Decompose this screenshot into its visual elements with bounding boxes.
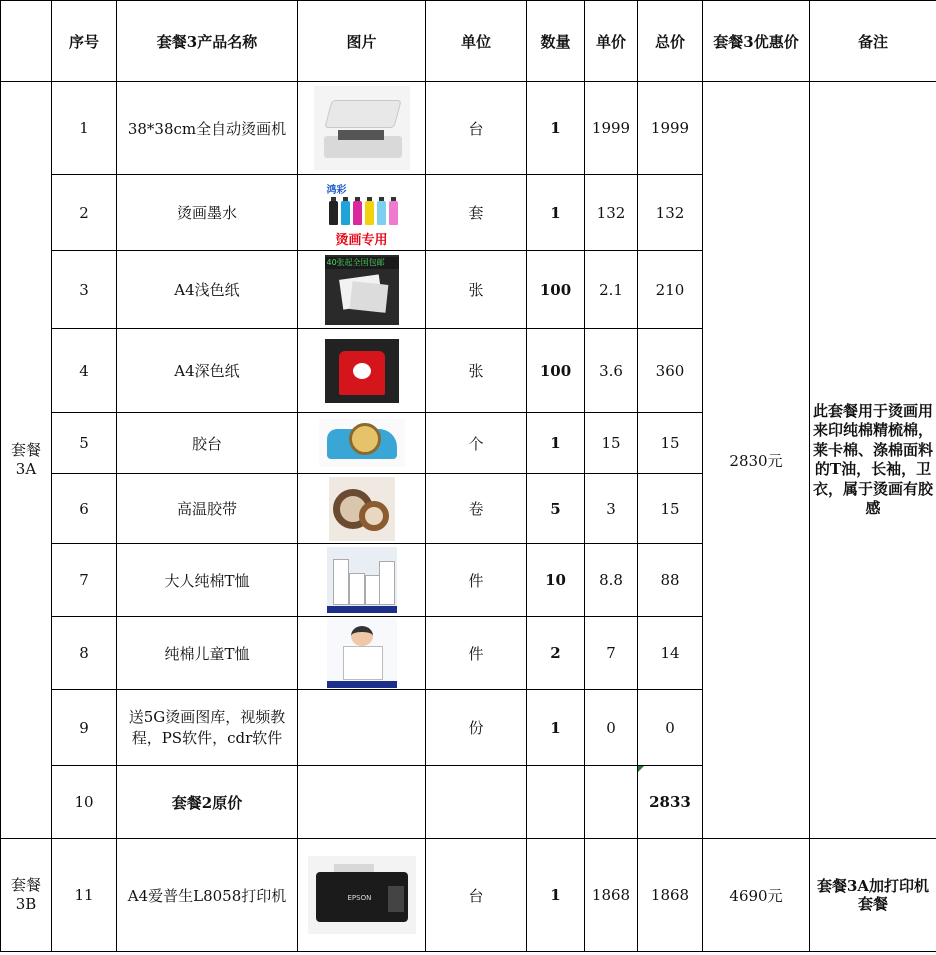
- row-index: 7: [52, 544, 117, 617]
- ink-brand-logo: 鸿彩: [326, 184, 347, 196]
- product-unit: [426, 766, 527, 839]
- package-3a-label-text: 套餐 3A: [10, 441, 41, 478]
- product-total: 210: [638, 251, 703, 329]
- product-unit-price: [585, 766, 638, 839]
- product-image-cell: [298, 839, 426, 952]
- header-product-name: 套餐3产品名称: [117, 1, 298, 82]
- product-total: 15: [638, 413, 703, 474]
- package-3a-remark: 此套餐用于烫画用来印纯棉精梳棉，莱卡棉、涤棉面料的T油，长袖，卫衣，属于烫画有胶感: [810, 82, 936, 839]
- package-3b-discount-price: 4690元: [703, 839, 810, 952]
- product-quantity: 100: [527, 329, 585, 413]
- ink-stamp-text: 烫画专用: [335, 232, 388, 247]
- row-index: 3: [52, 251, 117, 329]
- epson-printer-image: [308, 856, 416, 934]
- product-total: 88: [638, 544, 703, 617]
- package-3b-label-text: 套餐 3B: [10, 876, 41, 913]
- product-unit-price: 8.8: [585, 544, 638, 617]
- header-total-price: 总价: [638, 1, 703, 82]
- product-image-cell: [298, 474, 426, 544]
- product-name: A4爱普生L8058打印机: [117, 839, 298, 952]
- header-unit: 单位: [426, 1, 527, 82]
- light-transfer-paper-image: [325, 255, 399, 325]
- table-row: [1, 82, 936, 175]
- product-image-cell: [298, 329, 426, 413]
- product-total: 132: [638, 175, 703, 251]
- product-total: 0: [638, 690, 703, 766]
- product-unit-price: 1868: [585, 839, 638, 952]
- product-name: A4浅色纸: [117, 251, 298, 329]
- product-image-cell: [298, 766, 426, 839]
- table-row: [1, 839, 936, 952]
- product-unit: 张: [426, 251, 527, 329]
- product-quantity: 100: [527, 251, 585, 329]
- row-index: 6: [52, 474, 117, 544]
- product-name: 38*38cm全自动烫画机: [117, 82, 298, 175]
- heat-tape-rolls-image: [329, 477, 395, 541]
- package-3b-label: [1, 839, 52, 952]
- product-image-cell: [298, 544, 426, 617]
- product-quantity: 5: [527, 474, 585, 544]
- product-unit: 个: [426, 413, 527, 474]
- header-row: [1, 1, 936, 82]
- product-name: 纯棉儿童T恤: [117, 617, 298, 690]
- row-index: 1: [52, 82, 117, 175]
- adult-tshirt-image: [327, 547, 397, 613]
- header-quantity: 数量: [527, 1, 585, 82]
- paper-banner-text: 40张起全国包邮: [326, 257, 385, 267]
- product-image-cell: [298, 413, 426, 474]
- product-total: 15: [638, 474, 703, 544]
- product-quantity: 10: [527, 544, 585, 617]
- product-name: 胶台: [117, 413, 298, 474]
- product-quantity: 1: [527, 82, 585, 175]
- product-name: 大人纯棉T恤: [117, 544, 298, 617]
- heat-press-machine-image: [314, 86, 410, 170]
- product-quantity: 2: [527, 617, 585, 690]
- printer-brand-text: EPSON: [347, 894, 372, 902]
- product-total: 1999: [638, 82, 703, 175]
- kids-tshirt-image: [327, 618, 397, 688]
- package-3b-remark: 套餐3A加打印机套餐: [810, 839, 936, 952]
- header-blank: [1, 1, 52, 82]
- product-unit: 件: [426, 617, 527, 690]
- product-unit-price: 0: [585, 690, 638, 766]
- product-total: 1868: [638, 839, 703, 952]
- product-unit-price: 7: [585, 617, 638, 690]
- product-total: 360: [638, 329, 703, 413]
- dark-transfer-paper-image: [325, 339, 399, 403]
- package-3a-discount-price: 2830元: [703, 82, 810, 839]
- product-image-cell: [298, 617, 426, 690]
- product-quantity: 1: [527, 175, 585, 251]
- product-unit-price: 1999: [585, 82, 638, 175]
- header-image: 图片: [298, 1, 426, 82]
- product-image-cell: [298, 251, 426, 329]
- product-unit-price: 3.6: [585, 329, 638, 413]
- product-unit-price: 3: [585, 474, 638, 544]
- product-image-cell: [298, 690, 426, 766]
- row-index: 9: [52, 690, 117, 766]
- header-unit-price: 单价: [585, 1, 638, 82]
- product-unit: 卷: [426, 474, 527, 544]
- original-price-label: 套餐2原价: [117, 766, 298, 839]
- header-discount-price: 套餐3优惠价: [703, 1, 810, 82]
- product-unit: 台: [426, 82, 527, 175]
- product-unit-price: 132: [585, 175, 638, 251]
- header-remark: 备注: [810, 1, 936, 82]
- product-image-cell: [298, 175, 426, 251]
- row-index: 4: [52, 329, 117, 413]
- product-name: A4深色纸: [117, 329, 298, 413]
- product-unit: 台: [426, 839, 527, 952]
- product-unit: 份: [426, 690, 527, 766]
- product-total: 14: [638, 617, 703, 690]
- product-name: 送5G烫画图库，视频教程，PS软件，cdr软件: [117, 690, 298, 766]
- product-quantity: 1: [527, 690, 585, 766]
- header-index: 序号: [52, 1, 117, 82]
- product-quantity: [527, 766, 585, 839]
- product-unit-price: 15: [585, 413, 638, 474]
- original-price-total-value: 2833: [649, 793, 691, 811]
- product-image-cell: [298, 82, 426, 175]
- row-index: 10: [52, 766, 117, 839]
- row-index: 11: [52, 839, 117, 952]
- product-unit: 张: [426, 329, 527, 413]
- ink-bottles-image: [323, 179, 401, 247]
- package-3a-label: [1, 82, 52, 839]
- product-unit-price: 2.1: [585, 251, 638, 329]
- original-price-total: [638, 766, 703, 839]
- row-index: 8: [52, 617, 117, 690]
- row-index: 2: [52, 175, 117, 251]
- cell-comment-marker: [638, 766, 644, 772]
- product-name: 烫画墨水: [117, 175, 298, 251]
- product-unit: 套: [426, 175, 527, 251]
- product-name: 高温胶带: [117, 474, 298, 544]
- row-index: 5: [52, 413, 117, 474]
- product-quantity: 1: [527, 413, 585, 474]
- product-unit: 件: [426, 544, 527, 617]
- product-quantity: 1: [527, 839, 585, 952]
- tape-dispenser-image: [319, 419, 405, 467]
